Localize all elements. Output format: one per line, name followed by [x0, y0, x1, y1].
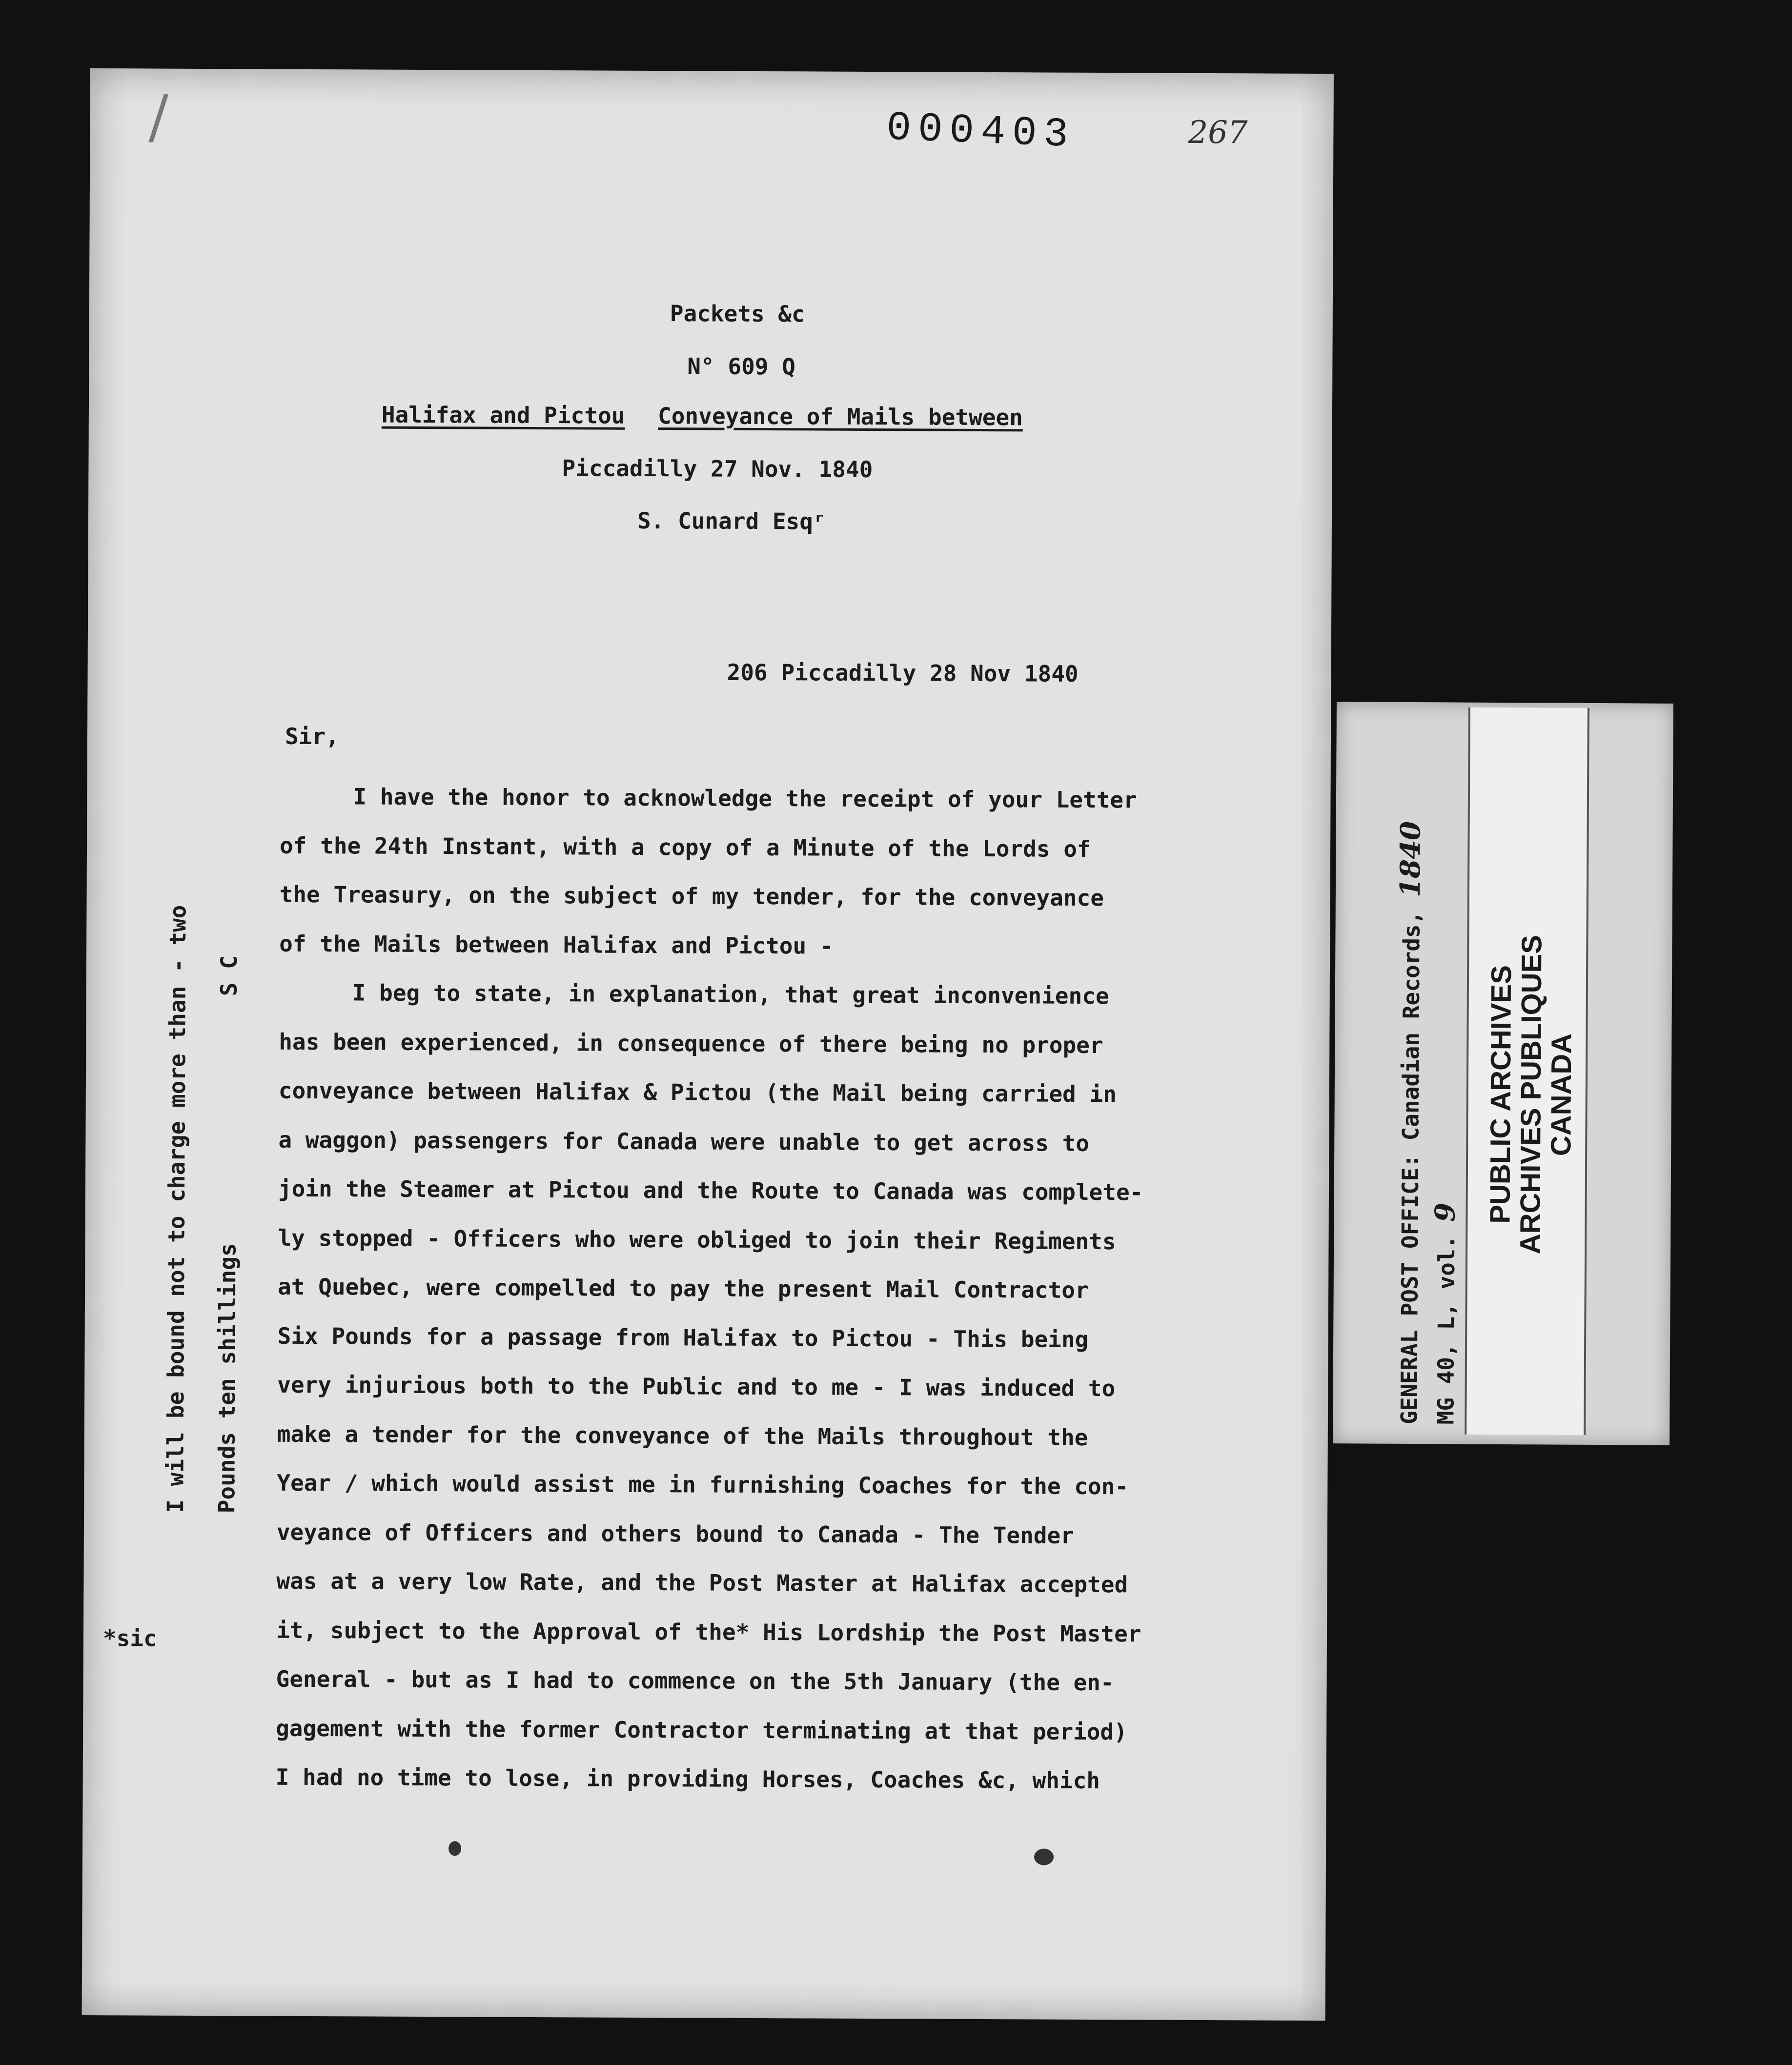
- header-addressee: S. Cunard Esqʳ: [637, 507, 827, 535]
- header-title-subject: Conveyance of Mails between: [657, 403, 1023, 431]
- header-packets: Packets &c: [670, 300, 805, 327]
- body-line: gagement with the former Contractor terminating at that period): [276, 1715, 1128, 1745]
- body-line: very injurious both to the Public and to me - I was induced to: [277, 1371, 1116, 1402]
- gpo-year: 1840: [1394, 821, 1427, 898]
- letter-body: [276, 772, 1295, 1806]
- body-line: I had no time to lose, in providing Horses, Coaches &c, which: [275, 1763, 1100, 1794]
- mg-text: MG 40, L, vol.: [1432, 1235, 1460, 1425]
- body-line: of the Mails between Halifax and Pictou -: [279, 930, 834, 959]
- pa-line1: PUBLIC ARCHIVES: [1484, 965, 1518, 1224]
- folio-number: 267: [1188, 114, 1248, 151]
- header-title-places: Halifax and Pictou: [381, 401, 625, 429]
- margin-pencil-mark: /: [148, 83, 169, 151]
- margin-sic-note: *sic: [102, 1625, 157, 1652]
- body-line: at Quebec, were compelled to pay the present Mail Contractor: [277, 1273, 1089, 1303]
- header-title: [382, 402, 1625, 433]
- body-line: veyance of Officers and others bound to Canada - The Tender: [276, 1518, 1074, 1549]
- header-place-date: Piccadilly 27 Nov. 1840: [562, 455, 873, 483]
- mg-volume: 9: [1429, 1202, 1462, 1222]
- header-number: N° 609 Q: [687, 353, 796, 380]
- archive-label-gpo: [1391, 821, 1426, 1424]
- body-line: Year / which would assist me in furnishing Coaches for the con-: [277, 1469, 1129, 1500]
- body-line: ly stopped - Officers who were obliged to join their Regiments: [278, 1224, 1116, 1255]
- body-line: of the 24th Instant, with a copy of a Minute of the Lords of: [279, 832, 1091, 862]
- gpo-text: GENERAL POST OFFICE: Canadian Records,: [1396, 911, 1425, 1425]
- body-line: join the Steamer at Pictou and the Route to Canada was complete-: [278, 1175, 1143, 1206]
- body-line: it, subject to the Approval of the* His Lordship the Post Master: [276, 1617, 1141, 1647]
- margin-note-line2: Pounds ten shillings: [213, 1243, 241, 1514]
- letter-dateline: 206 Piccadilly 28 Nov 1840: [727, 659, 1079, 687]
- public-archives-stamp: [1485, 935, 1577, 1255]
- body-line: the Treasury, on the subject of my tender, for the conveyance: [279, 881, 1104, 911]
- archive-label-card: [1333, 702, 1673, 1445]
- ink-blot: [448, 1841, 461, 1856]
- body-line: has been experienced, in consequence of there being no proper: [279, 1028, 1103, 1058]
- body-line: I have the honor to acknowledge the receipt of your Letter: [353, 783, 1137, 813]
- body-line: Six Pounds for a passage from Halifax to Pictou - This being: [277, 1322, 1089, 1353]
- letter-page: [82, 68, 1334, 2021]
- body-line: General - but as I had to commence on the 5th January (the en-: [276, 1665, 1114, 1696]
- margin-note-line1: I will be bound not to charge more than - two: [162, 905, 191, 1513]
- body-line: conveyance between Halifax & Pictou (the Mail being carried in: [278, 1077, 1117, 1108]
- body-line: a waggon) passengers for Canada were unable to get across to: [278, 1126, 1090, 1156]
- body-line: make a tender for the conveyance of the Mails throughout the: [277, 1420, 1088, 1451]
- pa-line3: CANADA: [1545, 1033, 1578, 1156]
- letter-salutation: Sir,: [285, 723, 339, 750]
- margin-note-initials: S C: [215, 955, 243, 996]
- archive-page-number: 000403: [885, 105, 1076, 159]
- pa-line2: ARCHIVES PUBLIQUES: [1514, 934, 1548, 1255]
- body-line: was at a very low Rate, and the Post Master at Halifax accepted: [276, 1567, 1128, 1598]
- ink-blot: [1034, 1848, 1054, 1865]
- body-line: I beg to state, in explanation, that great inconvenience: [352, 979, 1109, 1010]
- archive-label-mg: [1428, 1203, 1461, 1425]
